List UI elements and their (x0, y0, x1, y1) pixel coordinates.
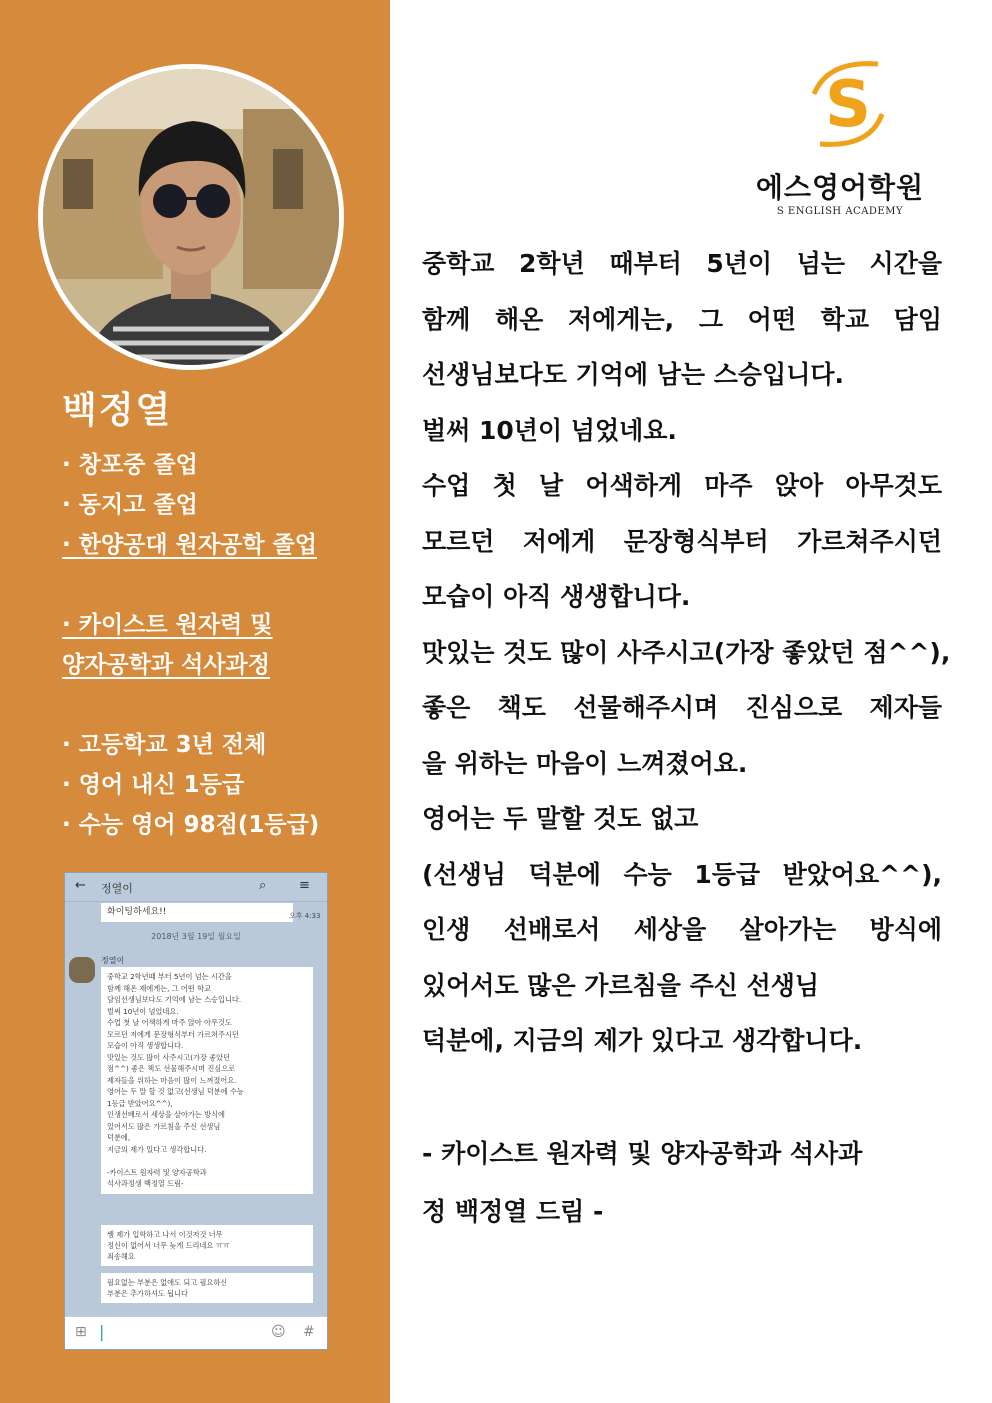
score-item: · 수능 영어 98점(1등급) (62, 812, 320, 838)
academy-name-english: S ENGLISH ACADEMY (776, 206, 904, 217)
chat-prev-message: 화이팅하세요!! (101, 903, 293, 922)
education-item: · 한양공대 원자공학 졸업 (62, 532, 317, 558)
plus-icon: ⊞ (75, 1324, 87, 1340)
letter-line: 덕분에, 지금의 제가 있다고 생각합니다. (422, 1026, 863, 1055)
letter-line: 중학교 2학년 때부터 5년이 넘는 시간을 (422, 249, 942, 278)
letter-line: (선생님 덕분에 수능 1등급 받았어요^^), (422, 859, 942, 889)
menu-icon: ≡ (299, 878, 310, 893)
letter-line: 벌써 10년이 넘었네요. (422, 415, 677, 445)
search-icon: ⌕ (259, 878, 267, 893)
academy-name-korean: 에스영어학원 (755, 171, 925, 204)
education-item: · 동지고 졸업 (62, 492, 198, 518)
chat-date-divider: 2018년 3월 19일 월요일 (151, 932, 241, 941)
chat-prev-time: 오후 4:33 (289, 912, 321, 920)
chat-message: 필요없는 부분은 없애도 되고 필요하신 부분은 추가하셔도 됩니다 (101, 1273, 313, 1303)
chat-screenshot (64, 872, 328, 1350)
chat-sender: 정열이 (101, 956, 125, 965)
letter-line: 선생님보다도 기억에 남는 스승입니다. (422, 360, 845, 389)
back-arrow-icon: ← (75, 878, 86, 893)
chat-header (65, 873, 327, 902)
letter-line: 좋은 책도 선물해주시며 진심으로 제자들 (422, 693, 942, 722)
student-name: 백정열 (62, 390, 173, 431)
chat-contact-name: 정열이 (101, 882, 133, 895)
chat-message: 중학교 2학년때 부터 5년이 넘는 시간을 함께 해온 제에게는, 그 어떤 학교 담임선생님보다도 기억에 남는 스승입니다. 벌써 10년이 넘었네요. 수업 첫 날 어색하게 마주 앉아 아무것도 모르던 저에게 문장형식부터 가르쳐주시던 모습이 아직 생생합니다. 맛있는 것도 많이 사주시고(가장 좋았던 점^^) 좋은 책도 선물해주시며 진심으로 제자들을 위하는 마음이 많이 느껴졌어요. 영어는 두 말 할 것 없고(선생님 덕분에 수능 1등급 받았어요^^), 인생선배로서 세상을 살아가는 방식에 있어서도 많은 가르침을 주신 선생님 덕분에, 지금의 제가 있다고 생각합니다. -카이스트 원자력 및 양자공학과 석사과정생 백정열 드림- (101, 967, 313, 1194)
signature-line: 정 백정열 드림 - (422, 1197, 604, 1226)
education-item: · 창포중 졸업 (62, 452, 198, 478)
profile-photo (38, 64, 344, 370)
grad-school-line: 양자공학과 석사과정 (62, 652, 270, 678)
signature-line: - 카이스트 원자력 및 양자공학과 석사과 (422, 1139, 863, 1168)
score-item: · 영어 내신 1등급 (62, 772, 245, 798)
emoji-icon: ☺ (271, 1324, 286, 1340)
letter-line: 함께 해온 저에게는, 그 어떤 학교 담임 (422, 304, 942, 334)
testimonial-letter (422, 236, 951, 1069)
text-cursor: | (99, 1322, 105, 1341)
grad-school (62, 605, 273, 685)
letter-line: 을 위하는 마음이 느껴졌어요. (422, 748, 748, 778)
profile-sidebar (0, 0, 390, 1403)
hash-icon: # (303, 1324, 315, 1340)
education-list (62, 445, 317, 565)
letter-signature (422, 1125, 942, 1241)
letter-line: 모습이 아직 생생합니다. (422, 582, 691, 611)
score-item: · 고등학교 3년 전체 (62, 732, 267, 758)
letter-line: 인생 선배로서 세상을 살아가는 방식에 (422, 915, 942, 944)
grad-school-line: · 카이스트 원자력 및 (62, 612, 273, 638)
chat-message: 쌤 제가 입학하고 나서 이것저것 너무 정신이 없어서 너무 늦게 드리네요 ㅠㅠ 죄송해요 (101, 1225, 313, 1266)
avatar (69, 957, 95, 983)
letter-line: 있어서도 많은 가르침을 주신 선생님 (422, 970, 820, 1000)
svg-text:S: S (824, 68, 872, 142)
letter-line: 영어는 두 말할 것도 없고 (422, 804, 699, 833)
chat-input-bar (65, 1316, 327, 1349)
s-logo-icon (808, 58, 888, 150)
letter-line: 모르던 저에게 문장형식부터 가르쳐주시던 (422, 526, 942, 556)
score-list (62, 725, 319, 845)
letter-line: 수업 첫 날 어색하게 마주 앉아 아무것도 (422, 471, 942, 500)
letter-line: 맛있는 것도 많이 사주시고(가장 좋았던 점^^), (422, 637, 951, 667)
